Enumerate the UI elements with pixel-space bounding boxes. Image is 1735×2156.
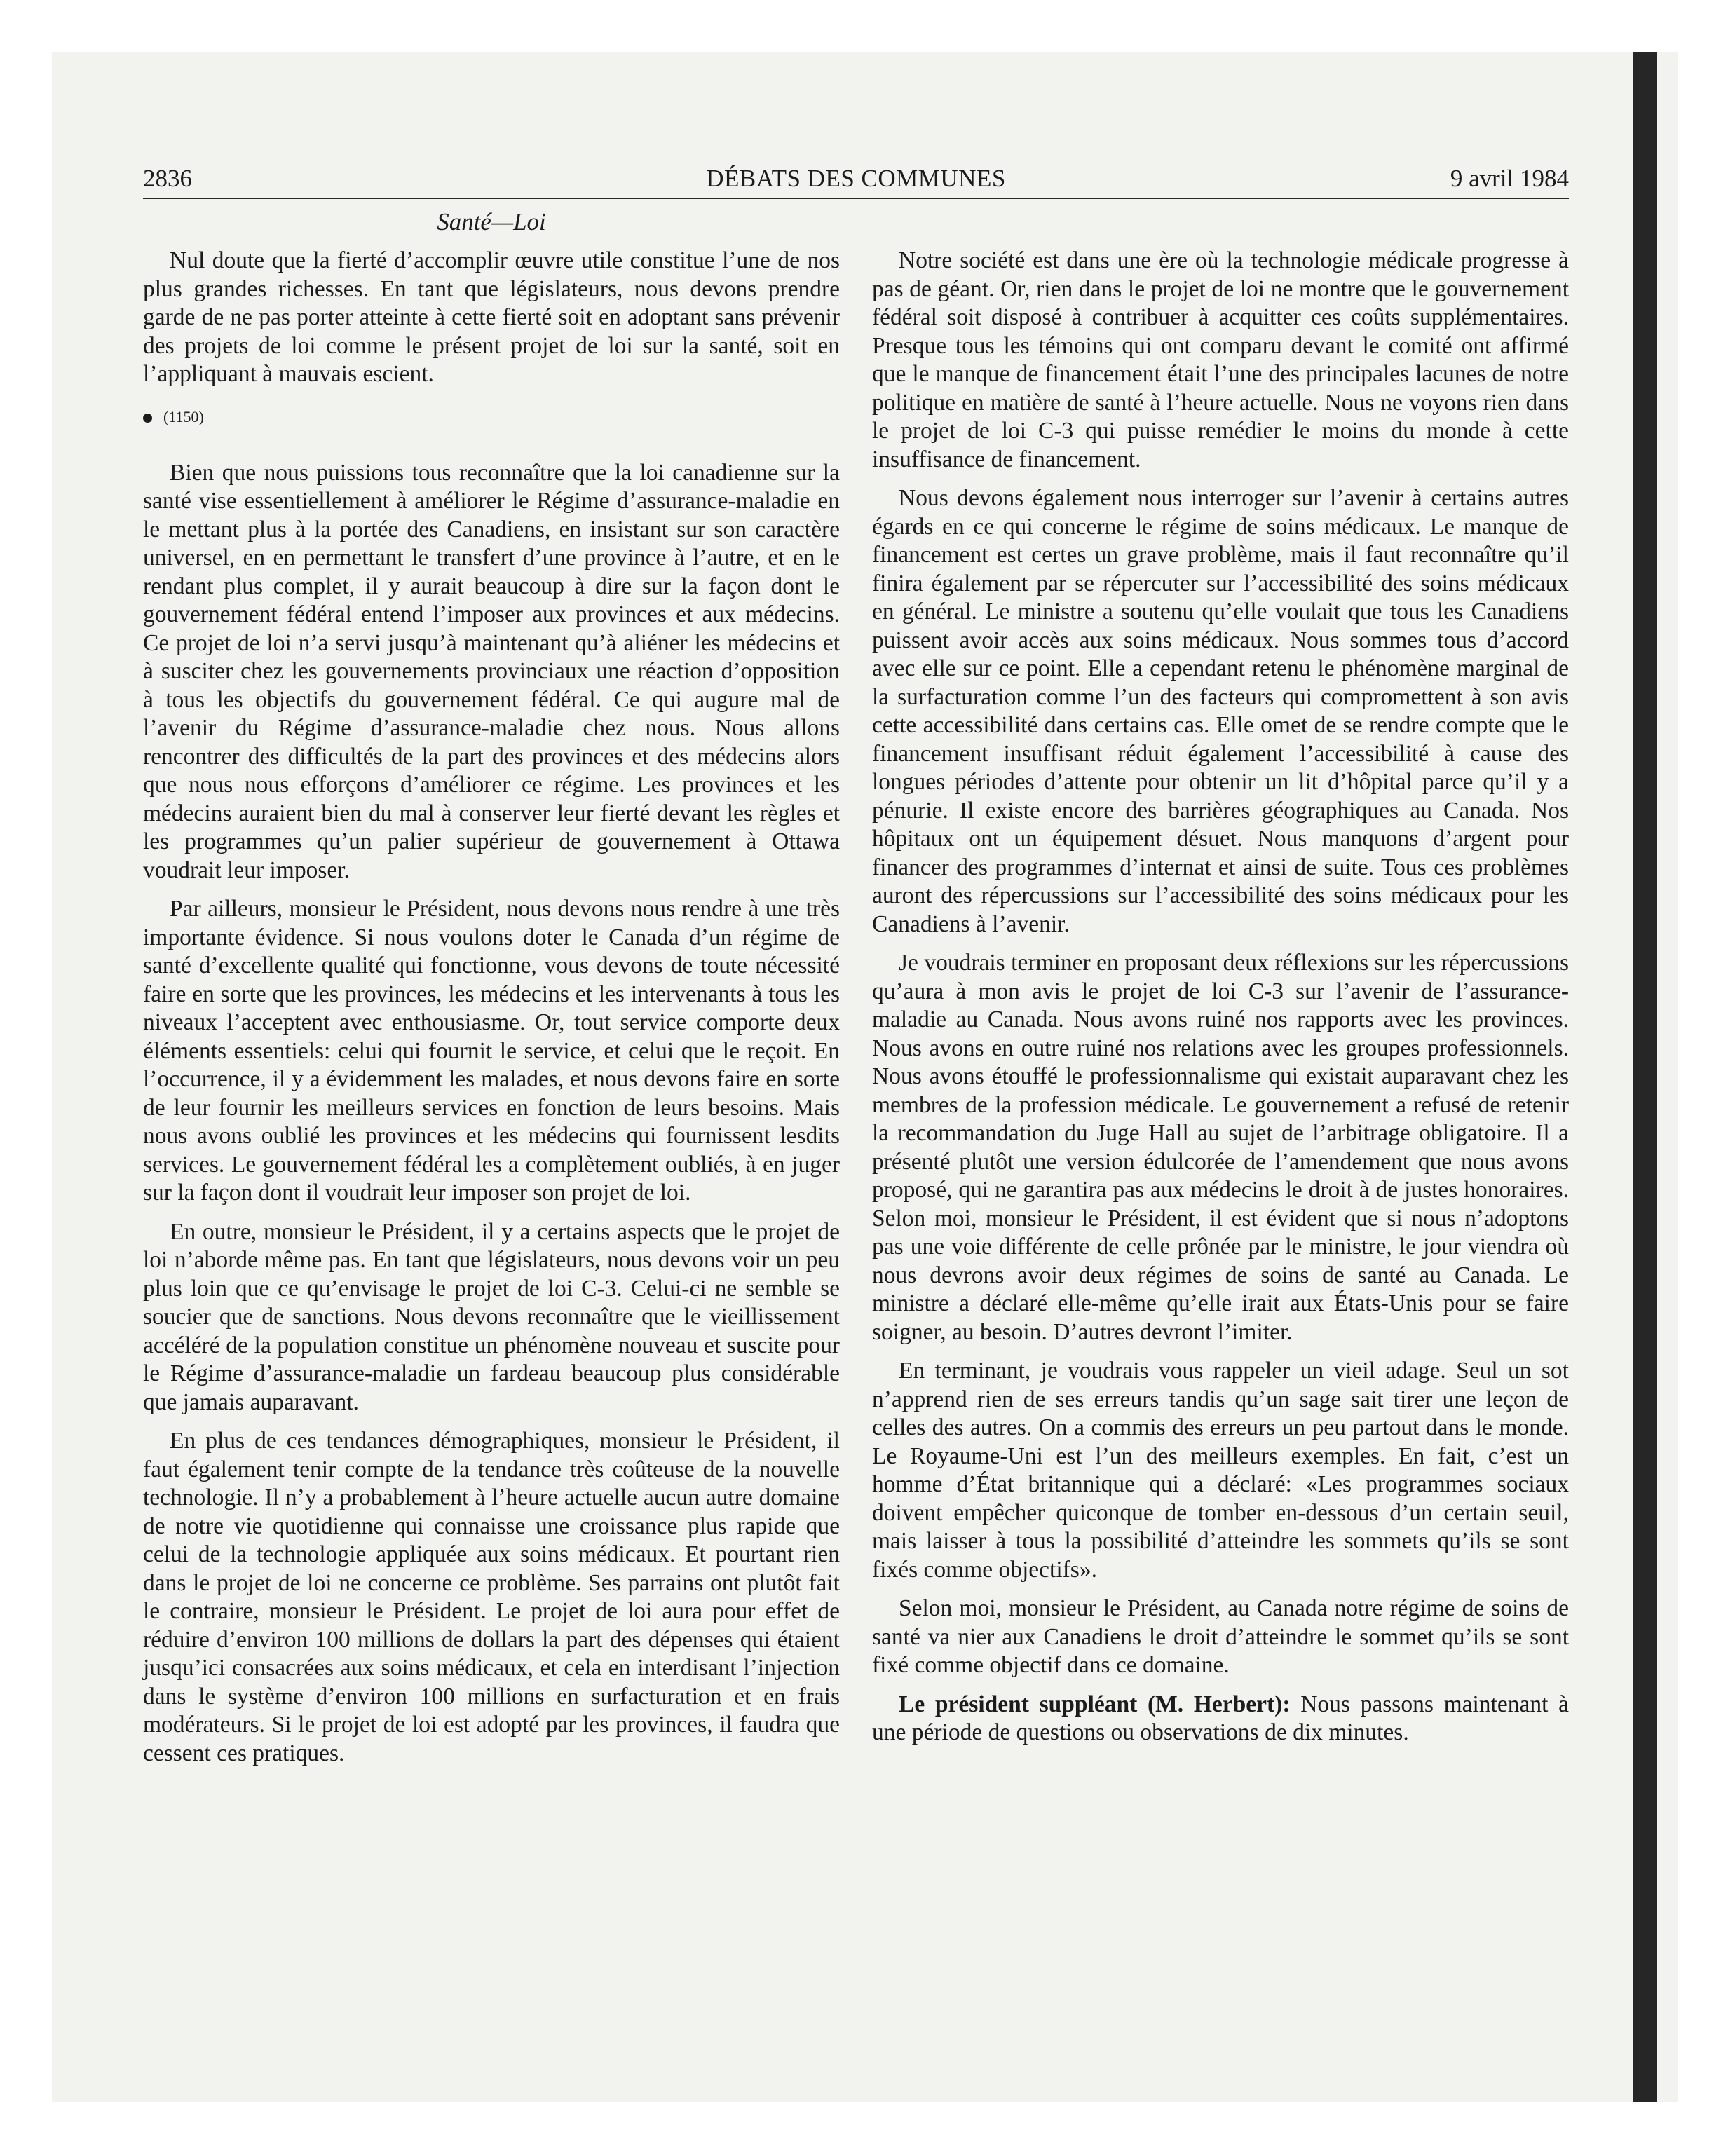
speaker-name: Le président suppléant (M. Herbert): — [899, 1691, 1291, 1717]
paragraph: En plus de ces tendances démographiques, monsieur le Président, il faut également tenir compte de la tendance très coûteuse de la nouvelle technologie. Il n’y a probablement à l’heure actuelle aucun autre domaine de notre vie quotidienne qui connaisse une croissance plus rapide que celui de la technologie appliquée aux soins médicaux. Et pourtant rien dans le projet de loi ne concerne ce problème. Ses parrains ont plutôt fait le contraire, monsieur le Président. Le projet de loi aura pour effet de réduire d’environ 100 millions de dollars la part des dépenses qui étaient jusqu’ici consacrées aux soins médicaux, et cela en interdisant l’injection dans le système d’environ 100 millions en surfacturation et en frais modérateurs. Si le projet de loi est adopté par les provinces, il faudra que cessent ces pratiques. — [143, 1428, 840, 1766]
bullet-icon — [143, 414, 152, 423]
page-date: 9 avril 1984 — [1450, 165, 1569, 192]
publication-title: DÉBATS DES COMMUNES — [706, 165, 1006, 192]
paragraph: Nul doute que la fierté d’accomplir œuvre utile constitue l’une de nos plus grandes richesses. En tant que législateurs, nous devons prendre garde de ne pas porter atteinte à cette fierté soit en adoptant sans prévenir des projets de loi comme le présent projet de loi sur la santé, soit en l’appliquant à mauvais escient. — [143, 247, 840, 387]
paragraph: Notre société est dans une ère où la technologie médicale progresse à pas de géant. Or, rien dans le projet de loi ne montre que le gouvernement fédéral soit disposé à contribuer à acquitter ces coûts supplémentaires. Presque tous les témoins qui ont comparu devant le comité ont affirmé que le manque de financement était l’une des principales lacunes de notre politique en matière de santé à l’heure actuelle. Nous ne voyons rien dans le projet de loi C-3 qui puisse remédier le moins du monde à cette insuffisance de financement. — [872, 247, 1569, 472]
time-marker-text: (1150) — [163, 407, 204, 425]
page-number: 2836 — [143, 165, 192, 192]
paragraph: En terminant, je voudrais vous rappeler un vieil adage. Seul un sot n’apprend rien de ses erreurs tandis qu’un sage sait tirer une leçon de celles des autres. On a commis des erreurs un peu partout dans le monde. Le Royaume-Uni est l’un des meilleurs exemples. En fait, c’est un homme d’État britannique qui a déclaré: «Les programmes sociaux doivent empêcher quiconque de tomber en-dessous d’un certain seuil, mais laisser à tous la possibilité d’atteindre les sommets qu’ils se sont fixés comme objectifs». — [872, 1358, 1569, 1583]
page-edge-shadow — [1633, 52, 1657, 2102]
speaker-text: Nous passons maintenant à une période de questions ou observations de dix minutes. — [872, 1691, 1569, 1745]
header-rule — [143, 198, 1569, 199]
left-column — [143, 247, 840, 1778]
paragraph: En outre, monsieur le Président, il y a certains aspects que le projet de loi n’aborde même pas. En tant que législateurs, nous devons voir un peu plus loin que ce qu’envisage le projet de loi C-3. Celui-ci ne semble se soucier que de sanctions. Nous devons reconnaître que le vieillissement accéléré de la population constitue un phénomène nouveau et suscite pour le Régime d’assurance-maladie un fardeau beaucoup plus considérable que jamais auparavant. — [143, 1218, 840, 1415]
paragraph: Bien que nous puissions tous reconnaître que la loi canadienne sur la santé vise essentiellement à améliorer le Régime d’assurance-maladie en le mettant plus à la portée des Canadiens, en insistant sur son caractère universel, en en permettant le transfert d’une province à l’autre, et en le rendant plus complet, il y aurait beaucoup à dire sur la façon dont le gouvernement fédéral entend l’imposer aux provinces et aux médecins. Ce projet de loi n’a servi jusqu’à maintenant qu’à aliéner les médecins et à susciter chez les gouvernements provinciaux une réaction d’opposition à tous les objectifs du gouvernement fédéral. Ce qui augure mal de l’avenir du Régime d’assurance-maladie chez nous. Nous allons rencontrer des difficultés de la part des provinces et des médecins alors que nous nous efforçons d’améliorer ce régime. Les provinces et les médecins auraient bien du mal à conserver leur fierté devant les règles et les programmes qu’un palier supérieur de gouvernement à Ottawa voudrait leur imposer. — [143, 459, 840, 883]
right-column — [872, 247, 1569, 1758]
paragraph: Je voudrais terminer en proposant deux réflexions sur les répercussions qu’aura à mon avis le projet de loi C-3 sur l’avenir de l’assurance-maladie au Canada. Nous avons ruiné nos rapports avec les provinces. Nous avons en outre ruiné nos relations avec les groupes professionnels. Nous avons étouffé le professionnalisme qui existait auparavant chez les membres de la profession médicale. Le gouvernement a refusé de retenir la recommandation du Juge Hall au sujet de l’arbitrage obligatoire. Il a présenté plutôt une version édulcorée de l’amendement que nous avons proposé, qui ne garantira pas aux médecins le droit à de justes honoraires. Selon moi, monsieur le Président, il est évident que si nous n’adoptons pas une voie différente de celle prônée par le ministre, le jour viendra où nous devrons avoir deux régimes de soins de santé au Canada. Le ministre a déclaré elle-même qu’elle irait aux États-Unis pour se faire soigner, au besoin. D’autres devront l’imiter. — [872, 950, 1569, 1345]
paragraph — [872, 1691, 1569, 1747]
page-header — [143, 163, 1569, 195]
time-marker — [143, 403, 840, 431]
paragraph: Selon moi, monsieur le Président, au Canada notre régime de soins de santé va nier aux Canadiens le droit d’atteindre le sommet qu’ils se sont fixé comme objectif dans ce domaine. — [872, 1595, 1569, 1678]
subject-heading: Santé—Loi — [437, 208, 546, 236]
paragraph: Par ailleurs, monsieur le Président, nous devons nous rendre à une très importante évidence. Si nous voulons doter le Canada d’un régime de santé d’excellente qualité qui fonctionne, vous devons de toute nécessité faire en sorte que les provinces, les médecins et les intervenants à tous les niveaux l’acceptent avec enthousiasme. Or, tout service comporte deux éléments essentiels: celui qui fournit le service, et celui que le reçoit. En l’occurrence, il y a évidemment les malades, et nous devons faire en sorte de leur fournir les meilleurs services en fonction de leurs besoins. Mais nous avons oublié les provinces et les médecins qui fournissent lesdits services. Le gouvernement fédéral les a complètement oubliés, à en juger sur la façon dont il voudrait leur imposer son projet de loi. — [143, 896, 840, 1206]
paragraph: Nous devons également nous interroger sur l’avenir à certains autres égards en ce qui concerne le régime de soins médicaux. Le manque de financement est certes un grave problème, mais il faut reconnaître qu’il finira également par se répercuter sur l’accessibilité des soins médicaux en général. Le ministre a soutenu qu’elle voulait que tous les Canadiens puissent avoir accès aux soins médicaux. Nous sommes tous d’accord avec elle sur ce point. Elle a cependant retenu le phénomène marginal de la surfacturation comme l’un des facteurs qui compromettent à son avis cette accessibilité dans certains cas. Elle omet de se rendre compte que le financement insuffisant réduit également l’accessibilité à cause des longues périodes d’attente pour obtenir un lit d’hôpital parce qu’il y a pénurie. Il existe encore des barrières géographiques au Canada. Nos hôpitaux ont un équipement désuet. Nous manquons d’argent pour financer des programmes d’internat et ainsi de suite. Tous ces problèmes auront des répercussions sur l’accessibilité des soins médicaux pour les Canadiens à l’avenir. — [872, 485, 1569, 937]
